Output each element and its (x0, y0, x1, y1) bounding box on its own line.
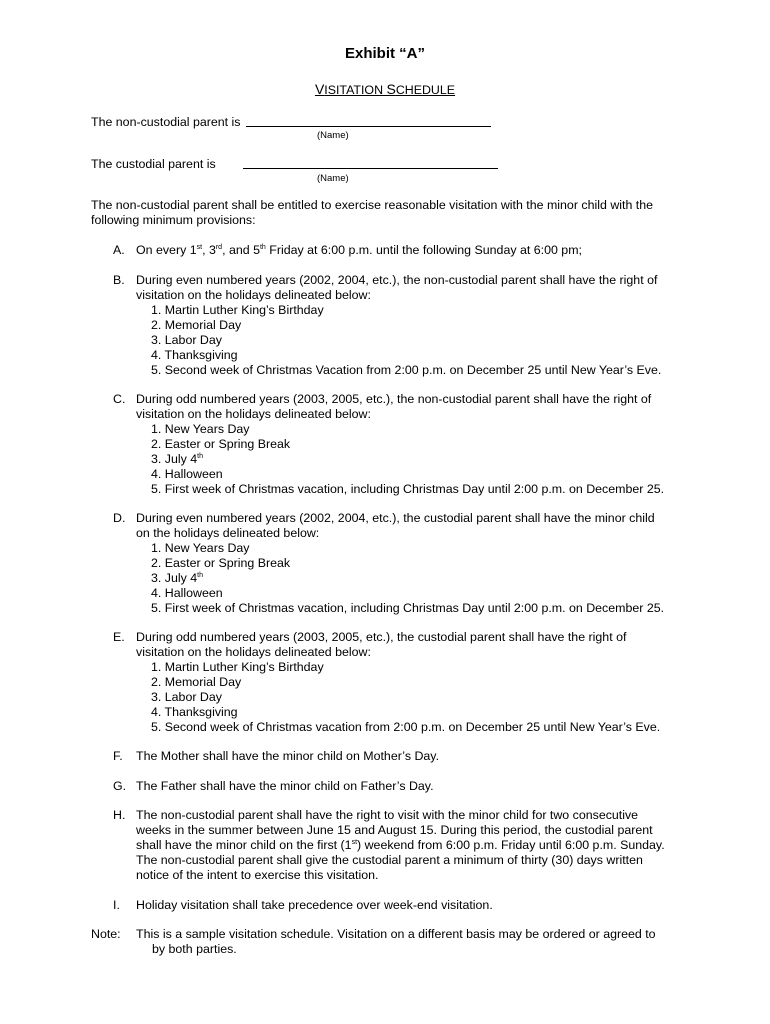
provision-h (113, 808, 693, 883)
holiday-item: 5. First week of Christmas vacation, including Christmas Day until 2:00 p.m. on December 25. (151, 482, 665, 496)
provision-label: D. (113, 511, 126, 525)
provision-label: A. (113, 243, 125, 257)
provision-g (113, 779, 693, 794)
document-title: Exhibit “A” (344, 45, 425, 62)
provision-i (113, 898, 693, 913)
intro-line: The non-custodial parent shall be entitled to exercise reasonable visitation with the minor child with the (91, 198, 654, 212)
holiday-item: 1. New Years Day (151, 541, 250, 555)
provision-label: B. (113, 273, 125, 287)
provision-label: F. (113, 749, 123, 763)
provision-label: E. (113, 630, 125, 644)
provision-text: The non-custodial parent shall have the right to visit with the minor child for two consecutive weeks in the summer between June 15 and August 15. During this period, the custodial parent shall have the minor child on the first (1st) weekend from 6:00 p.m. Friday until 6:00 p.m. Sunday. The non-custodial parent shall give the custodial parent a minimum of thirty (30) days written notice of the intent to exercise this visitation. (136, 808, 665, 882)
note-label: Note: (91, 927, 121, 941)
provision-label: H. (113, 808, 126, 822)
provision-label: I. (113, 898, 120, 912)
custodial-name-field[interactable] (243, 168, 498, 169)
holiday-item: 1. New Years Day (151, 422, 250, 436)
intro-line: following minimum provisions: (91, 213, 256, 227)
holiday-item: 4. Halloween (151, 586, 223, 600)
provision-d (113, 511, 693, 616)
holiday-item: 2. Easter or Spring Break (151, 437, 291, 451)
holiday-item: 4. Halloween (151, 467, 223, 481)
subtitle-initial-s: S (386, 81, 396, 97)
provision-text: During odd numbered years (2003, 2005, etc.), the non-custodial parent shall have the right of visitation on the holidays delineated below: 1. New Years Day 2. Easter or Spring Break 3. July 4th 4. Halloween 5. First week of Christmas vacation, including Christmas Day until 2:00 p.m. on December 25. (136, 392, 692, 497)
provision-e (113, 630, 693, 735)
provision-text: During even numbered years (2002, 2004, etc.), the custodial parent shall have the minor child on the holidays delineated below: 1. New Years Day 2. Easter or Spring Break 3. July 4th 4. Halloween 5. First week of Christmas vacation, including Christmas Day until 2:00 p.m. on December 25. (136, 511, 692, 616)
provision-text: The Mother shall have the minor child on Mother’s Day. (136, 749, 440, 763)
holiday-item: 5. Second week of Christmas Vacation from 2:00 p.m. on December 25 until New Year’s Eve. (151, 363, 662, 377)
subtitle-smallcaps-2: CHEDULE (395, 83, 456, 97)
provision-f (113, 749, 693, 764)
custodial-label: The custodial parent is (91, 157, 216, 171)
holiday-item: 1. Martin Luther King’s Birthday (151, 303, 324, 317)
holiday-item: 3. Labor Day (151, 333, 222, 347)
provision-text: On every 1st, 3rd, and 5th Friday at 6:00 p.m. until the following Sunday at 6:00 pm; (136, 243, 582, 257)
holiday-item: 4. Thanksgiving (151, 348, 238, 362)
provision-text: During even numbered years (2002, 2004, etc.), the non-custodial parent shall have the right of visitation on the holidays delineated below: 1. Martin Luther King’s Birthday 2. Memorial Day 3. Labor Day 4. Thanksgiving 5. Second week of Christmas Vacation from 2:00 p.m. on December 25 until New Year’s Eve. (136, 273, 692, 378)
holiday-item: 2. Easter or Spring Break (151, 556, 291, 570)
intro-paragraph (91, 198, 681, 228)
custodial-name-hint: (Name) (317, 173, 349, 184)
provision-text: Holiday visitation shall take precedence over week-end visitation. (136, 898, 493, 912)
noncustodial-label: The non-custodial parent is (91, 115, 241, 129)
holiday-item: 4. Thanksgiving (151, 705, 238, 719)
document-subtitle (0, 82, 770, 98)
holiday-item: 5. First week of Christmas vacation, including Christmas Day until 2:00 p.m. on December 25. (151, 601, 665, 615)
noncustodial-name-hint: (Name) (317, 130, 349, 141)
note-text: This is a sample visitation schedule. Visitation on a different basis may be ordered or agreed to (136, 927, 656, 941)
provision-c (113, 392, 693, 497)
note-text: by both parties. (152, 942, 237, 956)
provision-label: C. (113, 392, 126, 406)
subtitle-initial-v: V (314, 81, 325, 97)
note (91, 927, 691, 957)
holiday-item: 2. Memorial Day (151, 318, 242, 332)
noncustodial-name-field[interactable] (246, 126, 491, 127)
provision-a (113, 243, 693, 258)
holiday-item: 3. July 4th (151, 571, 203, 585)
holiday-item: 2. Memorial Day (151, 675, 242, 689)
provision-label: G. (113, 779, 127, 793)
provision-text: The Father shall have the minor child on Father’s Day. (136, 779, 434, 793)
holiday-item: 3. July 4th (151, 452, 203, 466)
holiday-item: 1. Martin Luther King’s Birthday (151, 660, 324, 674)
subtitle-smallcaps-1: ISITATION (324, 83, 384, 97)
holiday-item: 5. Second week of Christmas vacation from 2:00 p.m. on December 25 until New Year’s Eve. (151, 720, 661, 734)
provision-b (113, 273, 693, 378)
provision-text: During odd numbered years (2003, 2005, etc.), the custodial parent shall have the right of visitation on the holidays delineated below: 1. Martin Luther King’s Birthday 2. Memorial Day 3. Labor Day 4. Thanksgiving 5. Second week of Christmas vacation from 2:00 p.m. on December 25 until New Year’s Eve. (136, 630, 692, 735)
holiday-item: 3. Labor Day (151, 690, 222, 704)
